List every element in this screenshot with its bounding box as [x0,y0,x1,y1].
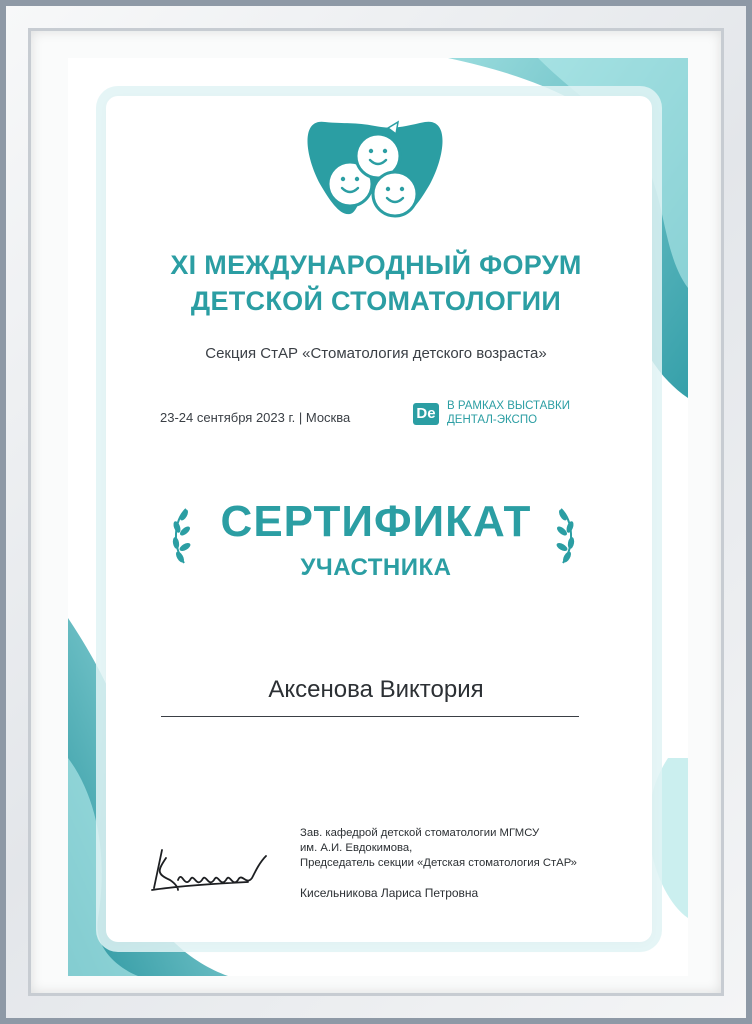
expo-caption [447,399,570,427]
signer-name: Кисельникова Лариса Петровна [300,886,479,900]
signer-line1: Зав. кафедрой детской стоматологии МГМСУ [300,827,540,839]
certificate-subtitle: УЧАСТНИКА [300,554,452,581]
expo-logo: De [413,403,439,425]
date-place: 23-24 сентября 2023 г. | Москва [160,410,351,425]
signer-line2: им. А.И. Евдокимова, [300,842,413,854]
section-name: Секция СтАР «Стоматология детского возраста» [205,345,547,362]
name-underline [161,716,579,717]
expo-line1: В РАМКАХ ВЫСТАВКИ [447,400,570,412]
signer-position [300,826,577,871]
signature-mark [148,840,288,900]
forum-title-line2: ДЕТСКОЙ СТОМАТОЛОГИИ [190,286,562,316]
tooth-logo-icon [250,66,500,226]
forum-title-line1: XI МЕЖДУНАРОДНЫЙ ФОРУМ [170,250,582,280]
signer-line3: Председатель секции «Детская стоматология СтАР» [300,857,577,869]
certificate-title: СЕРТИФИКАТ [220,497,532,546]
expo-line2: ДЕНТАЛ-ЭКСПО [447,414,538,426]
recipient-name: Аксенова Виктория [268,676,484,703]
